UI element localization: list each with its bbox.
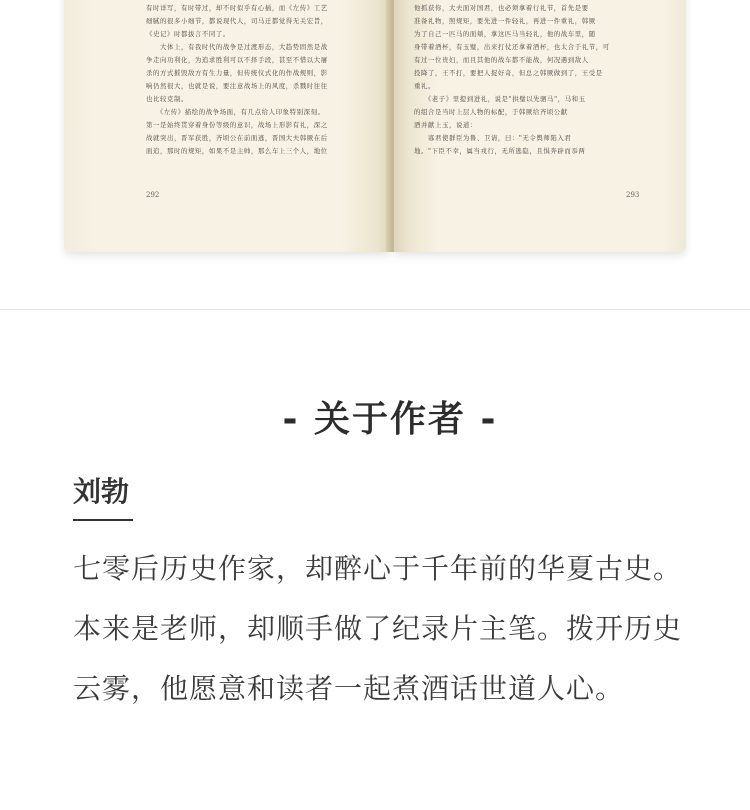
left-page-number: 292 [146,191,160,199]
about-author-heading: - 关于作者 - [282,399,498,440]
book-spread-photo [0,0,750,275]
bio-line: 云雾，他愿意和读者一起煮酒话世道人心。 [73,672,625,705]
right-page-number: 293 [626,191,640,199]
left-page-text: 有时详写，有时带过，却不时似乎有心插，而《左传》工艺 细腻的很多小细节，都说现代人，司马迁都觉得无关宏旨， 《史记》时都拔言不同了。 大体上，有我时代的战争是过渡形态，大趋势固然是战 争走向功利化，为追求胜利可以不择手段，甚至不惜以大屠 杀的方式摧毁敌方有生力量，但传统仪式化的作战规则，影 响仍然很大，也就是说，要注意战场上的风度，杀戮时往往 也比较克制。 《左传》描绘的战争场面，有几点给人印象特别深刻。 第一是始终贯穿着身份等级的意识，战场上形影有礼，深之 战就突出，晋军获胜，齐顷公在前面逃，晋国大夫韩厥在后 面追，那时的规矩，如果不是主帅，那么车上三个人，地位 [146,4,328,155]
book-left-page [64,0,390,252]
bio-line: 七零后历史作家，却醉心于千年前的华夏古史。 [73,552,683,585]
bio-line: 本来是老师，却顺手做了纪录片主笔。拨开历史 [73,612,683,645]
section-divider [0,309,750,310]
author-bio [73,539,693,719]
author-name: 刘勃 [73,475,130,508]
right-page-text: 他抓获你，大夫面对国君，也必须拿着行礼节，首先是要 准备礼物，照规矩，要先进一件轻礼，再进一件重礼，韩厥 为了自己一匹马的面颊，拿这匹马当轻礼，他的战车里，随 身带着酒杯，有玉璧，出来打仗还拿着酒杯，也太合于礼节，可 有过一位贵妇，而且其他的战车都不能战，何况遇到敌人 投降了，王不打，要把人捉好奇，但总之韩厥做到了，王受是 重礼。 《老子》里提到进礼，说是"拱璧以先驷马"，马和玉 的组合是当时上层人物的标配，于韩厥给齐顷公献 酒并献上玉，说道： 寡君使群臣为鲁、卫请，曰："无令舆师陷入君 地。"下臣不幸，属当戎行，无所逃隐，且惧奔辟而忝两 [414,4,610,155]
open-book [64,0,686,252]
book-right-page [394,0,686,252]
author-name-underline [73,519,133,521]
